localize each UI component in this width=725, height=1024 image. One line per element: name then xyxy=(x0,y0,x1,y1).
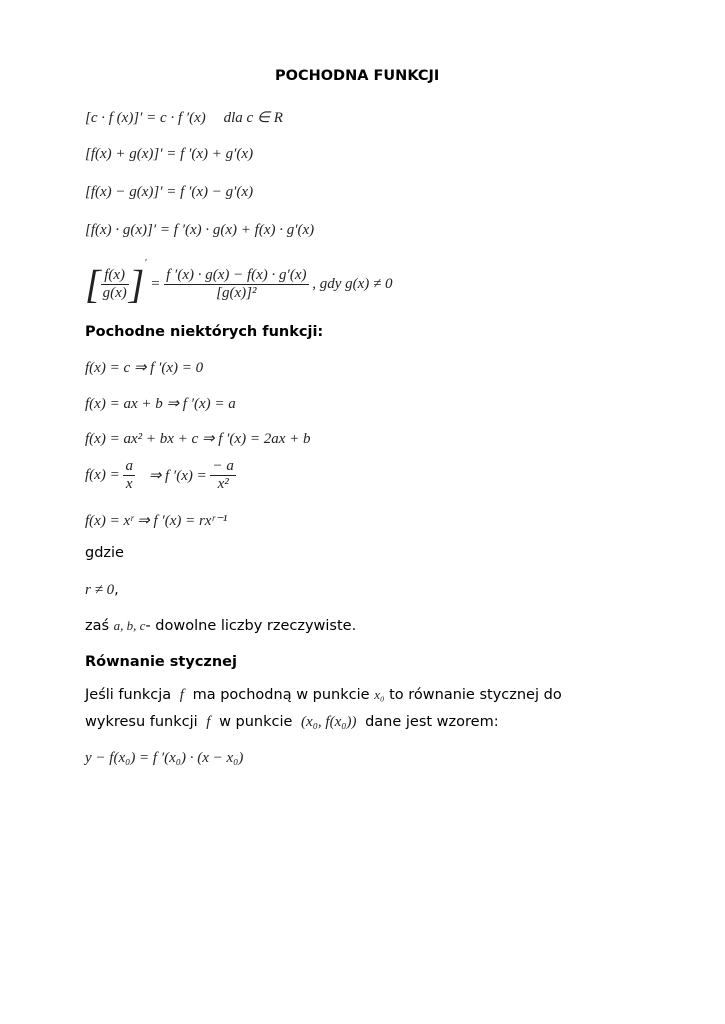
reciprocal-lhs: f(x) = xyxy=(85,467,120,483)
quotient-right-bracket: ] xyxy=(128,261,145,307)
tangent-l2-text-a: wykresu funkcji xyxy=(85,714,198,730)
tangent-l1-text-c: to równanie stycznej do xyxy=(389,687,562,703)
quotient-prime: ′ xyxy=(144,258,147,269)
quotient-equals: = xyxy=(150,276,161,293)
quotient-lhs-denominator: g(x) xyxy=(102,285,127,302)
quotient-rhs-numerator: f ′(x) · g(x) − f(x) · g′(x) xyxy=(166,267,307,284)
reciprocal-implies: ⇒ f ′(x) = xyxy=(148,468,207,484)
rule-constant-multiple-formula: [c · f (x)]′ = c · f ′(x) xyxy=(85,110,206,126)
quotient-rhs-denominator: [g(x)]² xyxy=(164,284,308,302)
reciprocal-result-denominator: x² xyxy=(210,475,235,493)
rule-product: [f(x) · g(x)]′ = f ′(x) · g(x) + f(x) · g′(x) xyxy=(85,222,315,238)
quotient-condition: , gdy g(x) ≠ 0 xyxy=(312,276,393,293)
derivative-constant: f(x) = c ⇒ f ′(x) = 0 xyxy=(85,360,204,376)
quotient-left-bracket: [ xyxy=(85,261,101,307)
tangent-l2-text-b: w punkcie xyxy=(219,714,293,730)
abc-symbols: a, b, c xyxy=(113,618,146,633)
r-condition-line xyxy=(85,582,119,599)
quotient-rhs-fraction xyxy=(164,267,308,302)
constants-line xyxy=(85,618,356,634)
derivatives-heading: Pochodne niektórych funkcji: xyxy=(85,324,324,340)
tangent-heading: Równanie stycznej xyxy=(85,654,237,670)
reciprocal-result-numerator: − a xyxy=(212,458,234,474)
derivative-quadratic: f(x) = ax² + bx + c ⇒ f ′(x) = 2ax + b xyxy=(85,431,311,447)
reciprocal-denominator: x xyxy=(123,475,135,493)
tangent-line-2 xyxy=(85,714,499,731)
rule-difference: [f(x) − g(x)]′ = f ′(x) − g′(x) xyxy=(85,184,254,200)
derivative-power: f(x) = xʳ ⇒ f ′(x) = rxʳ⁻¹ xyxy=(85,513,228,529)
tangent-line-1 xyxy=(85,687,562,704)
rule-constant-multiple xyxy=(85,108,283,127)
reciprocal-result-fraction xyxy=(210,458,235,493)
reciprocal-fraction xyxy=(123,458,135,493)
tangent-l1-text-b: ma pochodną w punkcie xyxy=(192,687,370,703)
zas-word: zaś xyxy=(85,618,110,634)
r-comma: , xyxy=(114,582,119,598)
tangent-l2-f: f xyxy=(206,714,211,730)
rule-quotient xyxy=(85,258,393,305)
rule-constant-multiple-condition: dla c ∈ R xyxy=(223,110,283,126)
gdzie-text: gdzie xyxy=(85,545,124,561)
tangent-l1-x0: x₀ xyxy=(374,687,385,702)
derivative-reciprocal xyxy=(85,458,236,493)
quotient-lhs-numerator: f(x) xyxy=(104,267,126,284)
tangent-l2-text-c: dane jest wzorem: xyxy=(365,714,499,730)
tangent-l1-text-a: Jeśli funkcja xyxy=(85,687,172,703)
constants-description: - dowolne liczby rzeczywiste. xyxy=(145,618,357,634)
reciprocal-numerator: a xyxy=(125,458,133,474)
tangent-formula: y − f(x₀) = f ′(x₀) · (x − x₀) xyxy=(85,750,244,766)
rule-sum: [f(x) + g(x)]′ = f ′(x) + g′(x) xyxy=(85,146,254,162)
derivative-linear: f(x) = ax + b ⇒ f ′(x) = a xyxy=(85,396,236,412)
r-condition: r ≠ 0 xyxy=(85,582,115,598)
quotient-lhs-fraction xyxy=(101,267,129,302)
tangent-l1-f: f xyxy=(179,687,184,703)
page-title: POCHODNA FUNKCJI xyxy=(275,68,440,84)
tangent-l2-point: (x₀, f(x₀)) xyxy=(301,714,357,730)
